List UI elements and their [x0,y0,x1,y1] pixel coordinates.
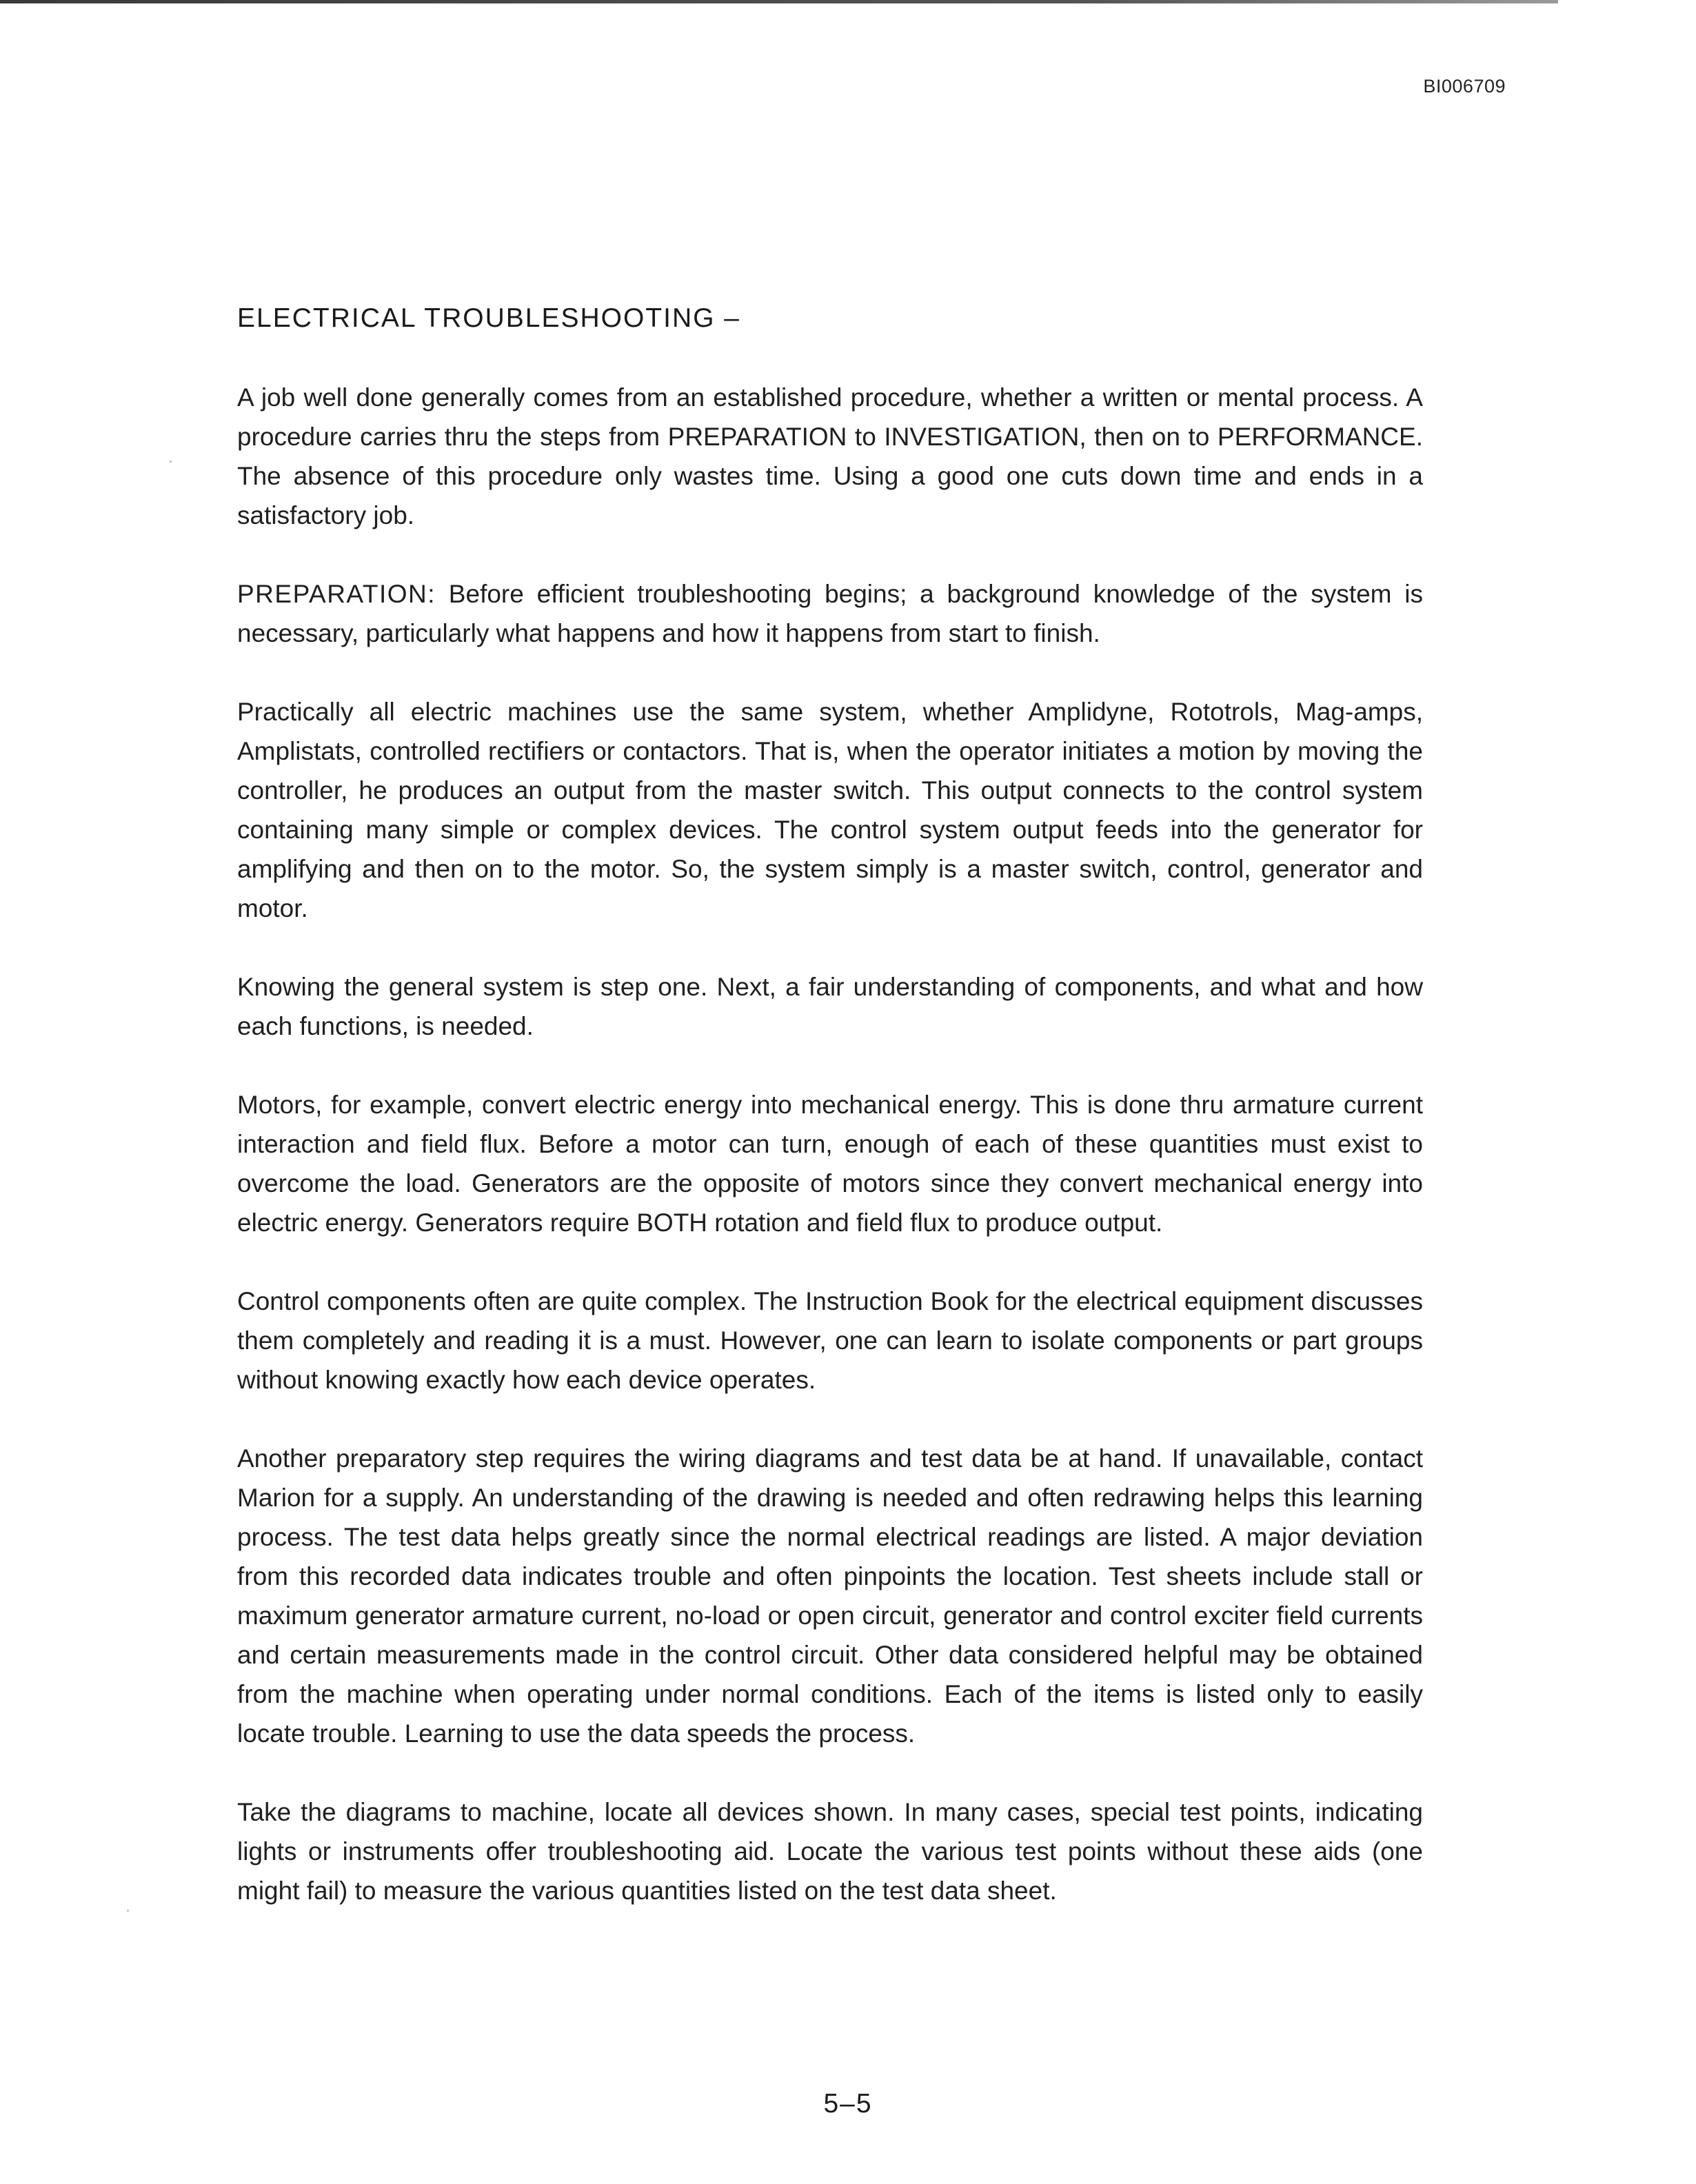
paragraph-text: Control components often are quite complex. The Instruction Book for the electrical equipment discusses them completely and reading it is a must. However, one can learn to isolate components or part groups without knowing exactly how each device operates. [237,1287,1423,1394]
page-heading: ELECTRICAL TROUBLESHOOTING – [237,303,740,333]
paragraph-text: Take the diagrams to machine, locate all devices shown. In many cases, special test points, indicating lights or instruments offer troubleshooting aid. Locate the various test points without these aids (one might fail) to measure the various quantities listed on the test data sheet. [237,1798,1423,1905]
top-scan-rule [0,0,1558,3]
paragraph-text: Before efficient troubleshooting begins; a background knowledge of the system is necessary, particularly what happens and how it happens from start to finish. [237,580,1423,647]
paragraph-text: Knowing the general system is step one. Next, a fair understanding of components, and what and how each functions, is needed. [237,973,1423,1040]
paragraph-control [237,1282,1423,1399]
paragraph-system [237,692,1423,928]
paragraph-motors [237,1085,1423,1242]
paragraph-text: Another preparatory step requires the wiring diagrams and test data be at hand. If unavailable, contact Marion for a supply. An understanding of the drawing is needed and often redrawing helps this learning process. The test data helps greatly since the normal electrical readings are listed. A major deviation from this recorded data indicates trouble and often pinpoints the location. Test sheets include stall or maximum generator armature current, no-load or open circuit, generator and control exciter field currents and certain measurements made in the control circuit. Other data considered helpful may be obtained from the machine when operating under normal conditions. Each of the items is listed only to easily locate trouble. Learning to use the data speeds the process. [237,1444,1423,1748]
paragraph-test-points [237,1792,1423,1910]
paragraph-intro [237,378,1423,535]
document-body [237,303,1423,1950]
scan-speck [170,461,172,463]
scan-speck [127,1910,129,1912]
paragraph-preparation [237,574,1423,653]
page-number: 5–5 [823,2089,873,2119]
paragraph-diagrams [237,1439,1423,1753]
paragraph-text: Practically all electric machines use the same system, whether Amplidyne, Rototrols, Mag-amps, Amplistats, controlled rectifiers or contactors. That is, when the operator initiates a motion by moving the controller, he produces an output from the master switch. This output connects to the control system containing many simple or complex devices. The control system output feeds into the generator for amplifying and then on to the motor. So, the system simply is a master switch, control, generator and motor. [237,698,1423,922]
paragraph-text: Motors, for example, convert electric energy into mechanical energy. This is done thru armature current interaction and field flux. Before a motor can turn, enough of each of these quantities must exist to overcome the load. Generators are the opposite of motors since they convert mechanical energy into electric energy. Generators require BOTH rotation and field flux to produce output. [237,1091,1423,1237]
paragraph-lead: PREPARATION: [237,580,436,608]
paragraph-text: A job well done generally comes from an established procedure, whether a written or mental process. A procedure carries thru the steps from PREPARATION to INVESTIGATION, then on to PERFORMANCE. The absence of this procedure only wastes time. Using a good one cuts down time and ends in a satisfactory job. [237,383,1423,529]
document-id: BI006709 [1423,76,1506,97]
paragraph-components [237,967,1423,1046]
